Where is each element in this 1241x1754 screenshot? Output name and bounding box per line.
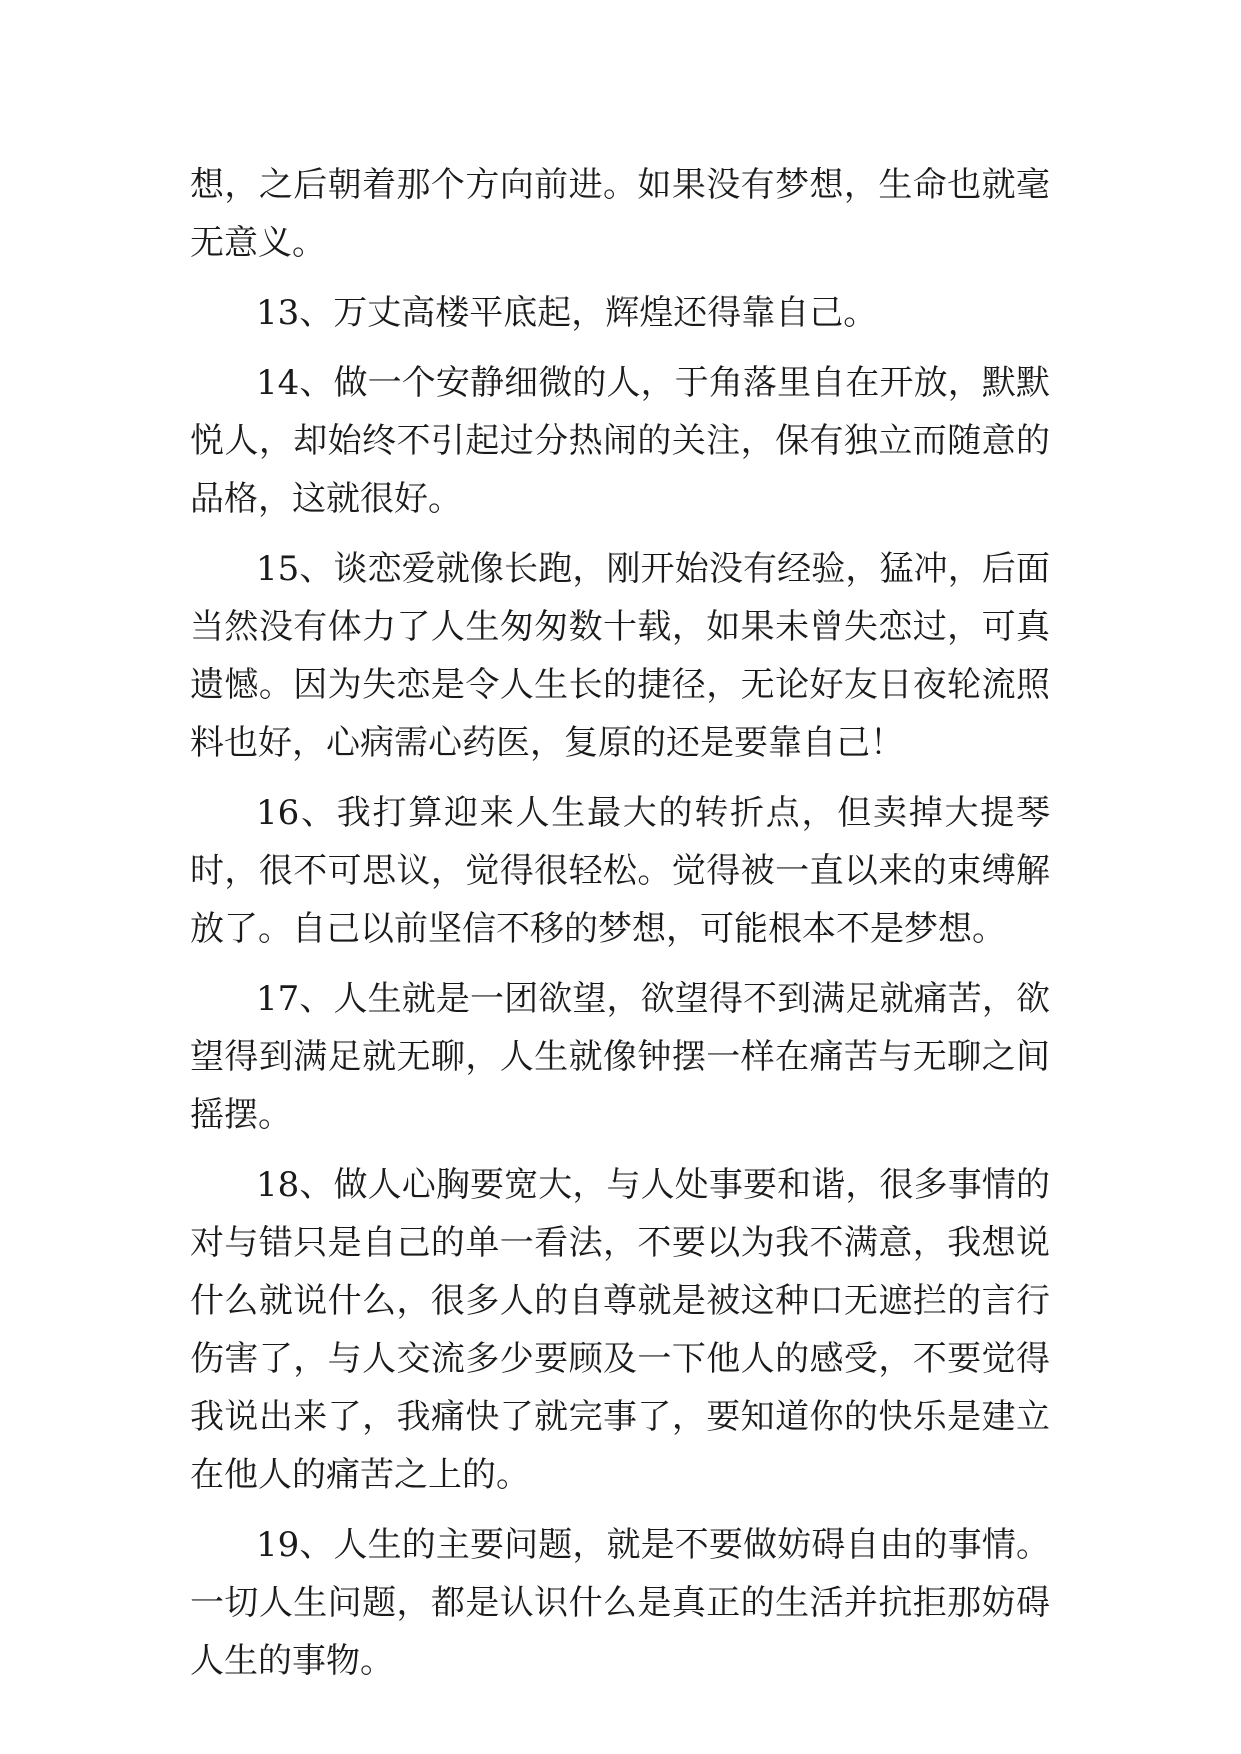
paragraph-continuation: 想，之后朝着那个方向前进。如果没有梦想，生命也就毫无意义。	[190, 165, 1050, 263]
paragraph-16: 16、我打算迎来人生最大的转折点，但卖掉大提琴时，很不可思议，觉得很轻松。觉得被一直以来的束缚解放了。自己以前坚信不移的梦想，可能根本不是梦想。	[190, 793, 1050, 949]
document-body	[190, 156, 1050, 1702]
paragraph-17: 17、人生就是一团欲望，欲望得不到满足就痛苦，欲望得到满足就无聊，人生就像钟摆一样在痛苦与无聊之间摇摆。	[190, 979, 1050, 1135]
paragraph-13: 13、万丈高楼平底起，辉煌还得靠自己。	[256, 293, 878, 333]
paragraph-14: 14、做一个安静细微的人，于角落里自在开放，默默悦人，却始终不引起过分热闹的关注，保有独立而随意的品格，这就很好。	[190, 363, 1050, 519]
paragraph-18: 18、做人心胸要宽大，与人处事要和谐，很多事情的对与错只是自己的单一看法，不要以为我不满意，我想说什么就说什么，很多人的自尊就是被这种口无遮拦的言行伤害了，与人交流多少要顾及一下他人的感受，不要觉得我说出来了，我痛快了就完事了，要知道你的快乐是建立在他人的痛苦之上的。	[190, 1165, 1050, 1495]
paragraph-15: 15、谈恋爱就像长跑，刚开始没有经验，猛冲，后面当然没有体力了人生匆匆数十载，如果未曾失恋过，可真遗憾。因为失恋是令人生长的捷径，无论好友日夜轮流照料也好，心病需心药医，复原的还是要靠自己！	[190, 549, 1050, 763]
paragraph-19: 19、人生的主要问题，就是不要做妨碍自由的事情。一切人生问题，都是认识什么是真正的生活并抗拒那妨碍人生的事物。	[190, 1525, 1050, 1681]
